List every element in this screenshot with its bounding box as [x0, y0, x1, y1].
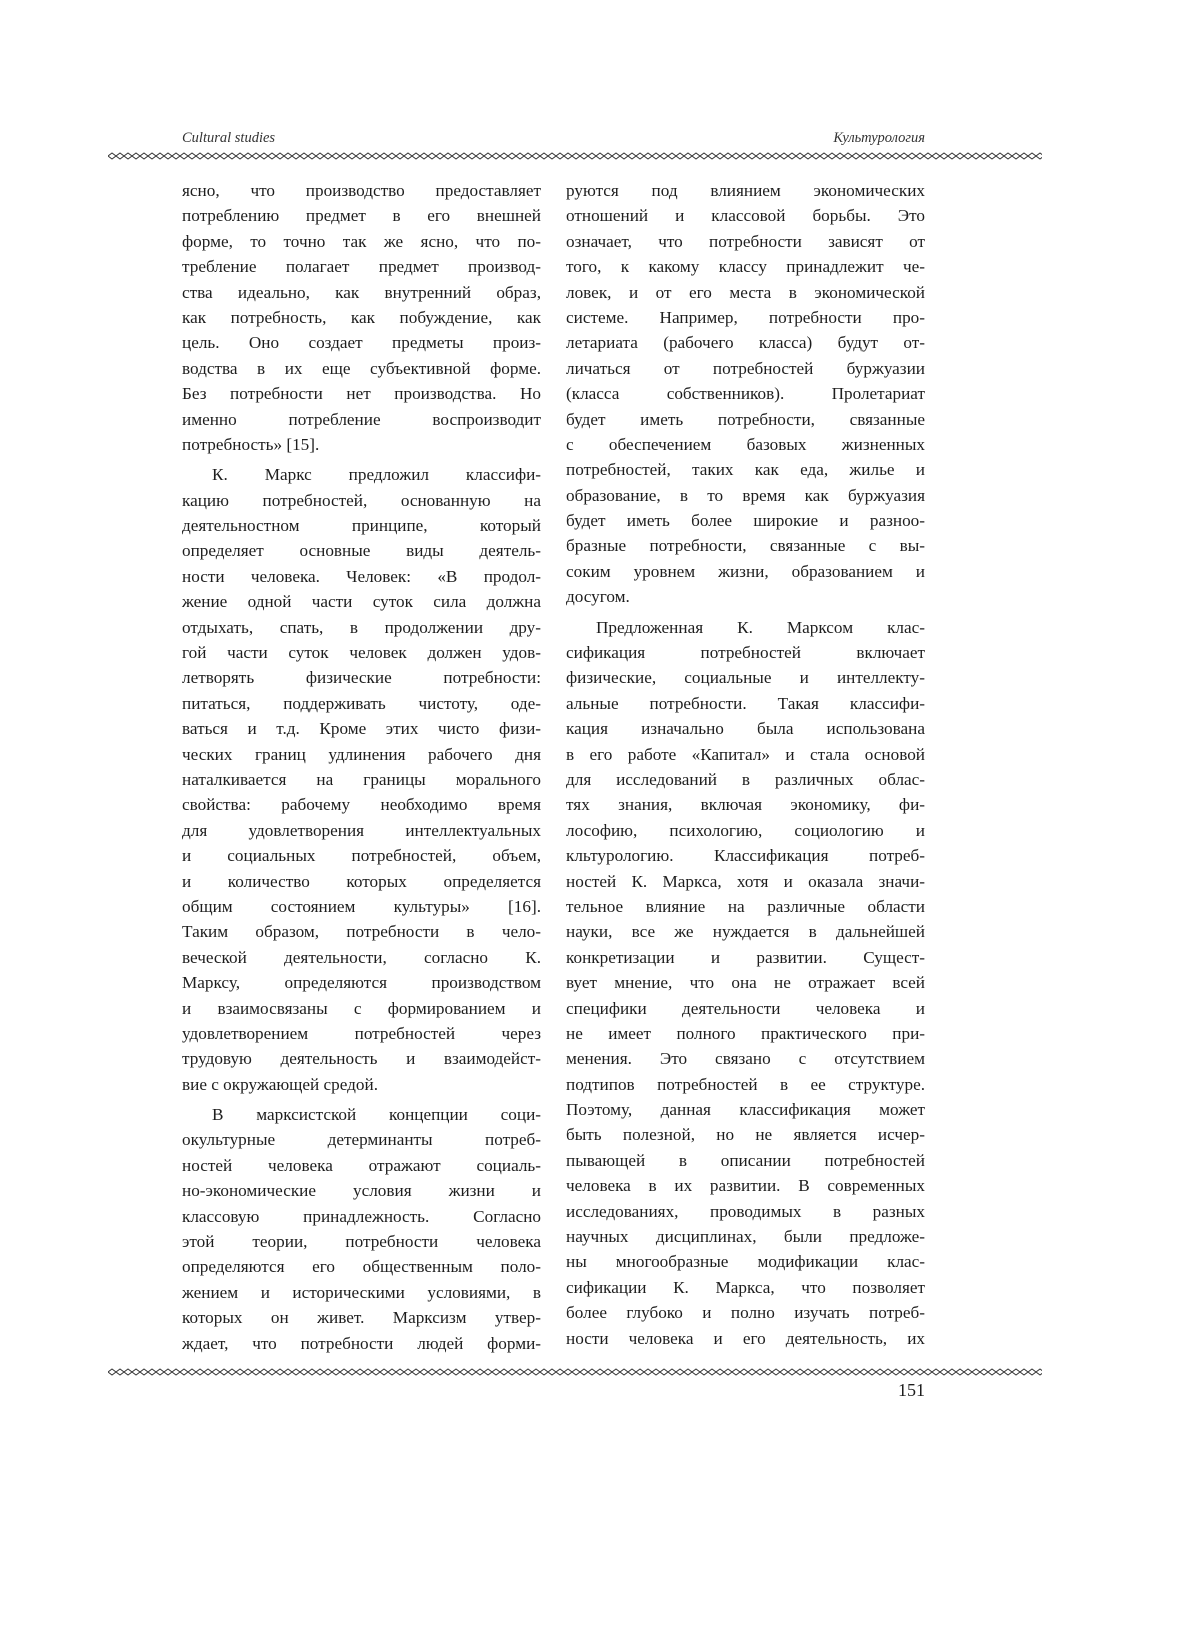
text-line: определяет основные виды деятель-: [182, 538, 541, 563]
text-line: но-экономические условия жизни и: [182, 1178, 541, 1203]
ornamental-rule-bottom: [108, 1368, 1042, 1376]
text-line: жением и историческими условиями, в: [182, 1280, 541, 1305]
text-line: удовлетворением потребностей через: [182, 1021, 541, 1046]
text-line: сификации К. Маркса, что позволяет: [566, 1275, 925, 1300]
text-line: будет иметь более широкие и разноо-: [566, 508, 925, 533]
text-line: потребностей, таких как еда, жилье и: [566, 457, 925, 482]
ornamental-rule-top: [108, 152, 1042, 160]
text-line: веческой деятельности, согласно К.: [182, 945, 541, 970]
running-header-left: Cultural studies: [182, 130, 275, 147]
text-line: ства идеально, как внутренний образ,: [182, 280, 541, 305]
text-line: и количество которых определяется: [182, 869, 541, 894]
text-line: ностей К. Маркса, хотя и оказала значи-: [566, 869, 925, 894]
text-line: ческих границ удлинения рабочего дня: [182, 742, 541, 767]
text-column-left: [182, 178, 541, 1361]
text-line: ловек, и от его места в экономической: [566, 280, 925, 305]
text-line: досугом.: [566, 584, 925, 609]
text-line: менения. Это связано с отсутствием: [566, 1046, 925, 1071]
text-line: в его работе «Капитал» и стала основой: [566, 742, 925, 767]
text-line: соким уровнем жизни, образованием и: [566, 559, 925, 584]
text-line: сификация потребностей включает: [566, 640, 925, 665]
text-line: лософию, психологию, социологию и: [566, 818, 925, 843]
text-line: окультурные детерминанты потреб-: [182, 1127, 541, 1152]
text-line: ности человека и его деятельность, их: [566, 1326, 925, 1351]
text-line: науки, все же нуждается в дальнейшей: [566, 919, 925, 944]
text-line: Поэтому, данная классификация может: [566, 1097, 925, 1122]
text-line: бразные потребности, связанные с вы-: [566, 533, 925, 558]
text-line: свойства: рабочему необходимо время: [182, 792, 541, 817]
text-line: отдыхать, спать, в продолжении дру-: [182, 615, 541, 640]
text-line: кация изначально была использована: [566, 716, 925, 741]
text-line: именно потребление воспроизводит: [182, 407, 541, 432]
text-line: ждает, что потребности людей форми-: [182, 1331, 541, 1356]
text-line: (класса собственников). Пролетариат: [566, 381, 925, 406]
text-line: форме, то точно так же ясно, что по-: [182, 229, 541, 254]
text-line: не имеет полного практического при-: [566, 1021, 925, 1046]
text-column-right: [566, 178, 925, 1356]
text-line: пывающей в описании потребностей: [566, 1148, 925, 1173]
text-line: для исследований в различных облас-: [566, 767, 925, 792]
text-line: тельное влияние на различные области: [566, 894, 925, 919]
text-line: Предложенная К. Марксом клас-: [566, 615, 925, 640]
text-line: ясно, что производство предоставляет: [182, 178, 541, 203]
text-line: альные потребности. Такая классифи-: [566, 691, 925, 716]
text-line: специфики деятельности человека и: [566, 996, 925, 1021]
text-line: с обеспечением базовых жизненных: [566, 432, 925, 457]
text-line: научных дисциплинах, были предложе-: [566, 1224, 925, 1249]
text-line: определяются его общественным поло-: [182, 1254, 541, 1279]
text-line: трудовую деятельность и взаимодейст-: [182, 1046, 541, 1071]
text-line: означает, что потребности зависят от: [566, 229, 925, 254]
text-line: быть полезной, но не является исчер-: [566, 1122, 925, 1147]
text-line: вие с окружающей средой.: [182, 1072, 541, 1097]
text-line: гой части суток человек должен удов-: [182, 640, 541, 665]
text-line: потребность» [15].: [182, 432, 541, 457]
text-line: Без потребности нет производства. Но: [182, 381, 541, 406]
text-line: вует мнение, что она не отражает всей: [566, 970, 925, 995]
text-line: потреблению предмет в его внешней: [182, 203, 541, 228]
text-line: человека в их развитии. В современных: [566, 1173, 925, 1198]
text-line: образование, в то время как буржуазия: [566, 483, 925, 508]
text-line: для удовлетворения интеллектуальных: [182, 818, 541, 843]
page-number: 151: [898, 1380, 925, 1401]
text-line: цель. Оно создает предметы произ-: [182, 330, 541, 355]
text-line: системе. Например, потребности про-: [566, 305, 925, 330]
text-line: К. Маркс предложил классифи-: [182, 462, 541, 487]
text-line: будет иметь потребности, связанные: [566, 407, 925, 432]
text-line: В марксистской концепции соци-: [182, 1102, 541, 1127]
text-line: которых он живет. Марксизм утвер-: [182, 1305, 541, 1330]
paragraph: [182, 1102, 541, 1356]
paragraph: [566, 615, 925, 1351]
text-line: подтипов потребностей в ее структуре.: [566, 1072, 925, 1097]
text-line: летворять физические потребности:: [182, 665, 541, 690]
text-line: руются под влиянием экономических: [566, 178, 925, 203]
text-line: кацию потребностей, основанную на: [182, 488, 541, 513]
text-line: конкретизации и развитии. Сущест-: [566, 945, 925, 970]
text-line: и социальных потребностей, объем,: [182, 843, 541, 868]
text-line: водства в их еще субъективной форме.: [182, 356, 541, 381]
text-line: питаться, поддерживать чистоту, оде-: [182, 691, 541, 716]
text-line: отношений и классовой борьбы. Это: [566, 203, 925, 228]
text-line: наталкивается на границы морального: [182, 767, 541, 792]
paragraph: [566, 178, 925, 610]
text-line: Марксу, определяются производством: [182, 970, 541, 995]
text-line: кльтурологию. Классификация потреб-: [566, 843, 925, 868]
text-line: исследованиях, проводимых в разных: [566, 1199, 925, 1224]
paragraph: [182, 462, 541, 1097]
text-line: летариата (рабочего класса) будут от-: [566, 330, 925, 355]
text-line: как потребность, как побуждение, как: [182, 305, 541, 330]
text-line: более глубоко и полно изучать потреб-: [566, 1300, 925, 1325]
text-line: того, к какому классу принадлежит че-: [566, 254, 925, 279]
text-line: классовую принадлежность. Согласно: [182, 1204, 541, 1229]
text-line: ваться и т.д. Кроме этих чисто физи-: [182, 716, 541, 741]
text-line: и взаимосвязаны с формированием и: [182, 996, 541, 1021]
text-line: требление полагает предмет производ-: [182, 254, 541, 279]
text-line: физические, социальные и интеллекту-: [566, 665, 925, 690]
text-line: ностей человека отражают социаль-: [182, 1153, 541, 1178]
text-line: этой теории, потребности человека: [182, 1229, 541, 1254]
text-line: личаться от потребностей буржуазии: [566, 356, 925, 381]
text-line: деятельностном принципе, который: [182, 513, 541, 538]
text-line: ности человека. Человек: «В продол-: [182, 564, 541, 589]
text-line: Таким образом, потребности в чело-: [182, 919, 541, 944]
text-line: тях знания, включая экономику, фи-: [566, 792, 925, 817]
paragraph: [182, 178, 541, 457]
text-line: ны многообразные модификации клас-: [566, 1249, 925, 1274]
text-line: жение одной части суток сила должна: [182, 589, 541, 614]
running-header-right: Культурология: [833, 130, 925, 147]
text-line: общим состоянием культуры» [16].: [182, 894, 541, 919]
